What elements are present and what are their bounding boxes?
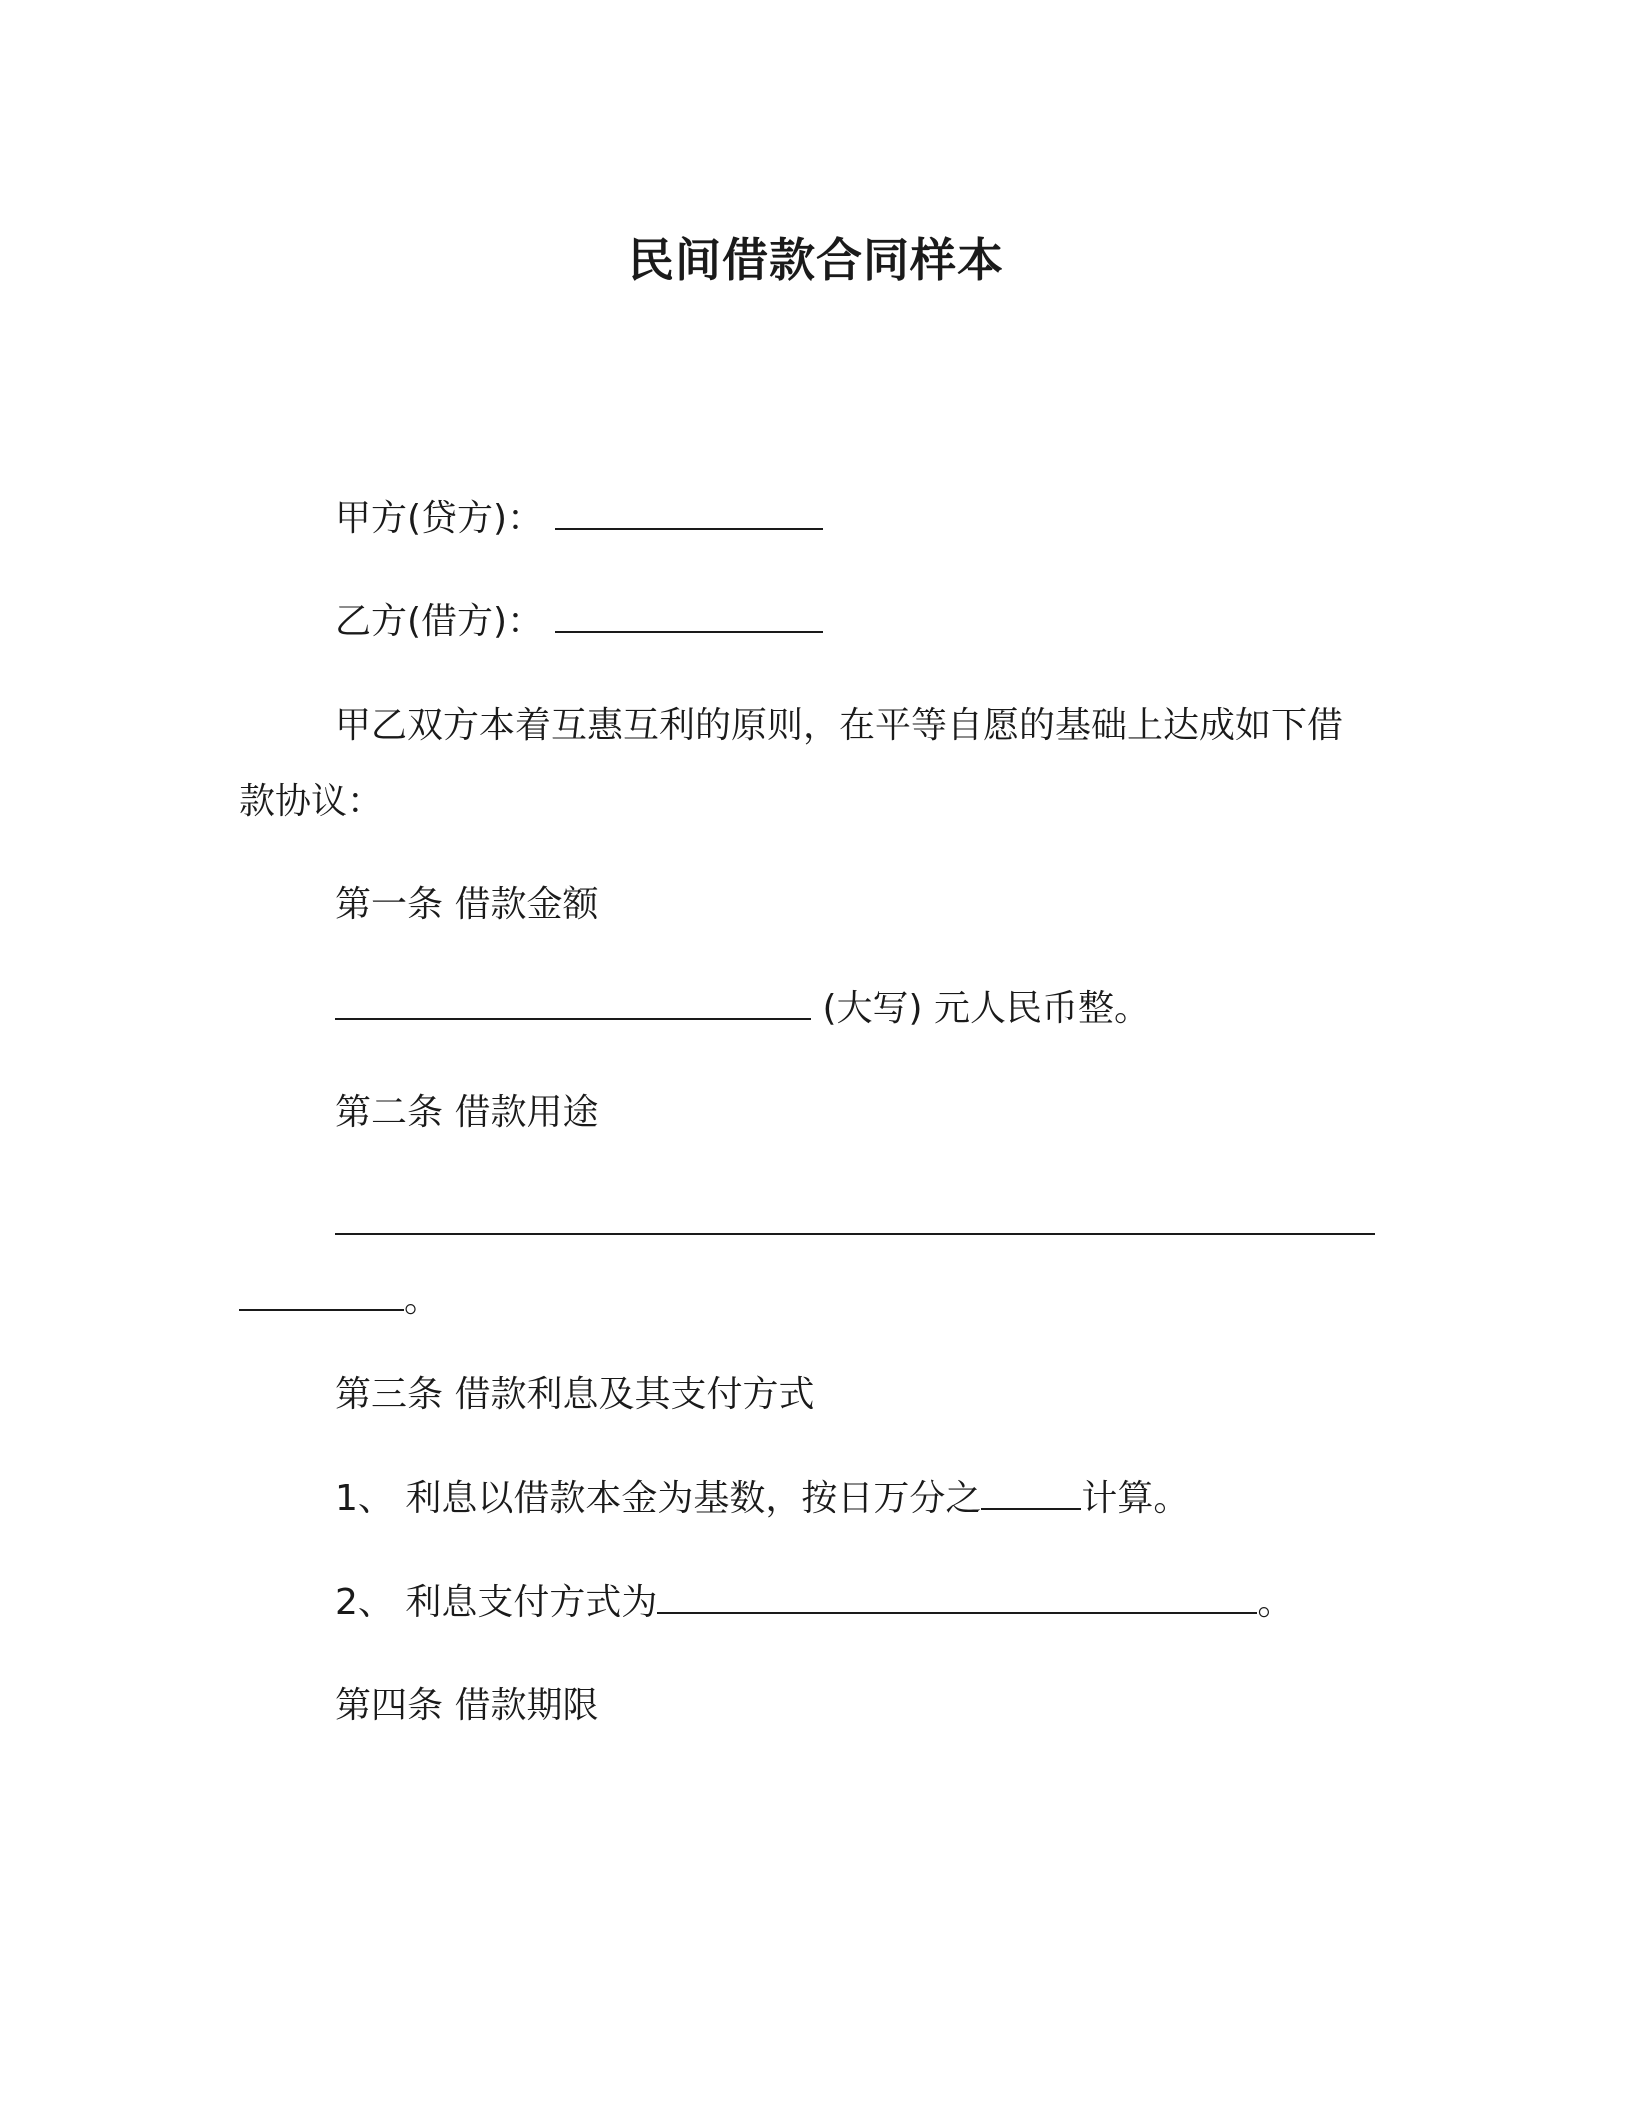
article-1-heading: 第一条 借款金额 (335, 884, 599, 925)
loan-amount-blank (335, 988, 811, 1020)
article-3-item-2 (335, 1581, 1293, 1625)
party-b-line (335, 600, 823, 644)
loan-purpose-blank-2 (239, 1279, 404, 1311)
party-b-label: 乙方(借方)： (335, 601, 544, 642)
article-3-heading: 第三条 借款利息及其支付方式 (335, 1374, 815, 1415)
article-4-heading: 第四条 借款期限 (335, 1685, 599, 1726)
document-title: 民间借款合同样本 (628, 233, 1004, 287)
article-3-item-1 (335, 1477, 1189, 1521)
article-2-purpose-line-1 (335, 1202, 1375, 1246)
party-b-blank (555, 601, 823, 633)
article-1-amount-text: (大写) 元人民币整。 (822, 988, 1150, 1029)
article-3-item-2-suffix: 。 (1257, 1582, 1294, 1623)
article-3-item-2-prefix: 2、 利息支付方式为 (335, 1582, 658, 1623)
preamble-line-2: 款协议： (239, 781, 384, 822)
article-3-item-1-suffix: 计算。 (1081, 1478, 1190, 1519)
payment-method-blank (657, 1582, 1257, 1614)
article-2-heading: 第二条 借款用途 (335, 1092, 599, 1133)
party-a-label: 甲方(贷方)： (335, 498, 544, 539)
preamble-line-1: 甲乙双方本着互惠互利的原则，在平等自愿的基础上达成如下借 (335, 705, 1344, 746)
article-2-end: 。 (404, 1279, 441, 1320)
party-a-line (335, 497, 823, 541)
party-a-blank (555, 498, 823, 530)
interest-rate-blank (981, 1478, 1081, 1510)
article-3-item-1-prefix: 1、 利息以借款本金为基数，按日万分之 (335, 1478, 982, 1519)
article-1-amount-line (335, 987, 1150, 1031)
article-2-purpose-line-2 (239, 1278, 440, 1322)
loan-purpose-blank-1 (335, 1203, 1375, 1235)
